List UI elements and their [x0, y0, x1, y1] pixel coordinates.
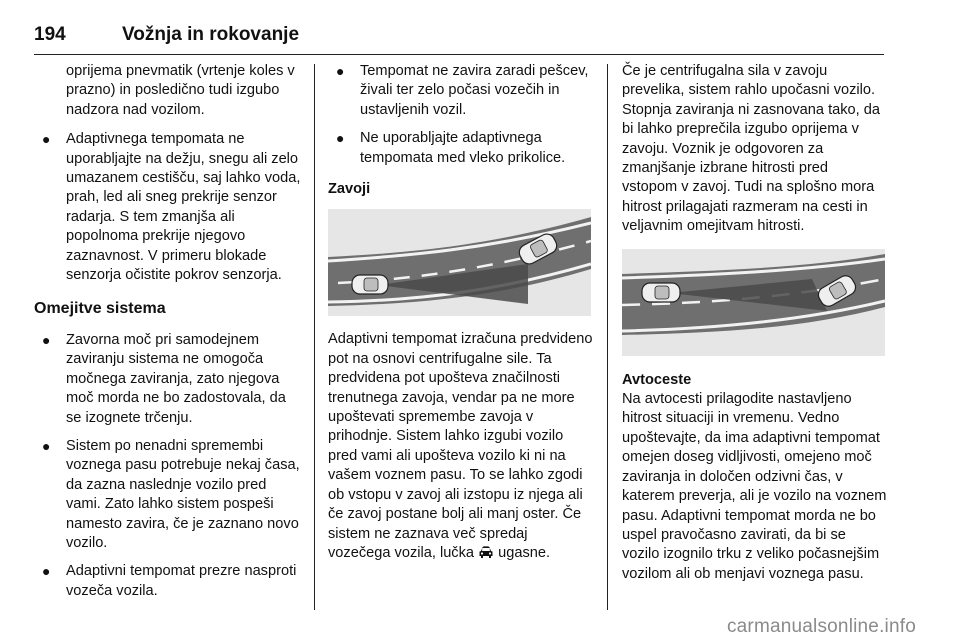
bullet-item: [34, 562, 302, 601]
bullet-item: [34, 130, 302, 285]
bullet-dot: ●: [42, 563, 51, 580]
page-header: [34, 24, 884, 55]
bullet-item: [328, 62, 593, 120]
curve-illustration: [328, 209, 591, 316]
highway-paragraph: Na avtocesti prilagodite nastavljeno hitrost situaciji in vremenu. Vedno upoštevajte, da ima adaptivni tempomat omejen doseg vidljivosti, omejeno moč zaviranja in določen odzivni čas, v katerem preverja, ali je vozilo na voznem pasu. Adaptivni tempomat morda ne bo uspel pravočasno zavirati, da bi se vozilo izognilo trku z veliko počasnejšim vozilom ali ob menjavi voznega pasu.: [622, 391, 887, 582]
bullet-dot: ●: [336, 130, 345, 147]
column-middle: [328, 62, 593, 575]
column-left: [34, 62, 302, 610]
bullet-text: Ne uporabljajte adaptivnega tempomata med vleko prikolice.: [360, 130, 566, 166]
column-divider: [314, 64, 315, 610]
bullet-dot: ●: [42, 331, 51, 348]
bullet-text: Sistem po nenadni spremembi voznega pasu potrebuje nekaj časa, da zazna naslednje vozilo pred vami. Zato lahko sistem pospeši namesto zavira, če je zaznano novo vozilo.: [66, 437, 300, 551]
bullet-text: Adaptivni tempomat prezre nasproti vozeča vozila.: [66, 563, 297, 599]
continuation-text: oprijema pnevmatik (vrtenje koles v prazno) in posledično tudi izgubo nadzora nad vozilom.: [66, 63, 295, 118]
bullet-item: [328, 129, 593, 168]
bullet-text: Adaptivnega tempomata ne uporabljajte na dežju, snegu ali zelo umazanem cestišču, saj lahko voda, prah, led ali sneg prekrije senzor radarja. S tem zmanjša ali popolnoma prekrije njegovo zaznavnost. V primeru blokade senzorja očistite pokrov senzorja.: [66, 131, 301, 284]
bullet-dot: ●: [336, 63, 345, 79]
page-number: 194: [34, 24, 66, 45]
car-front-icon: [478, 546, 494, 565]
column-right: [622, 62, 887, 594]
curve-road-drawing: [328, 209, 591, 316]
curves-paragraph: [328, 330, 593, 565]
page-title: Vožnja in rokovanje: [122, 24, 300, 45]
bullet-text: Tempomat ne zavira zaradi pešcev, živali ter zelo počasi vozečih in ustavljenih vozil.: [360, 63, 589, 118]
subhead-zavoji: Zavoji: [328, 181, 371, 198]
section-title: Omejitve sistema: [34, 300, 166, 318]
bullet-item: [34, 437, 302, 553]
curves-text: Adaptivni tempomat izračuna predvideno pot na osnovi centrifugalne sile. Ta predvidena pot upošteva značilnosti trenutnega zavoja, vendar pa ne more upoštevati spremembe zavoja v prihodnje. Sistem lahko izgubi vozilo pred vami ali upošteva vozilo ki ni na vašem voznem pasu. To se lahko zgodi ob vstopu v zavoj ali izstopu iz njega ali če zavoj postane bolj ali manj oster. Če sistem ne zaznava več spredaj vozečega vozila, lučka: [328, 331, 593, 561]
bullet-dot: ●: [42, 131, 51, 148]
curves-text-end: ugasne.: [494, 544, 551, 561]
bullet-dot: ●: [42, 437, 51, 454]
centrifugal-paragraph: Če je centrifugalna sila v zavoju prevelika, sistem rahlo upočasni vozilo. Stopnja zaviranja ni zasnovana tako, da bi lahko preprečila izgubo oprijema v zavoju. Voznik je odgovoren za zmanjšanje izbrane hitrosti pred vstopom v zavoj. Tudi na splošno mora hitrost prilagajati razmeram na cesti in veljavnim omejitvam hitrosti.: [622, 63, 880, 235]
column-divider: [607, 64, 608, 610]
subhead-avtoceste: Avtoceste: [622, 371, 692, 388]
highway-illustration: [622, 249, 885, 356]
bullet-text: Zavorna moč pri samodejnem zaviranju sistema ne omogoča močnega zaviranja, zato njegova moč morda ne bo zadostovala, da se izognete trčenju.: [66, 331, 286, 426]
highway-road-drawing: [622, 249, 885, 356]
watermark: carmanualsonline.info: [726, 616, 916, 637]
bullet-item: [34, 331, 302, 428]
